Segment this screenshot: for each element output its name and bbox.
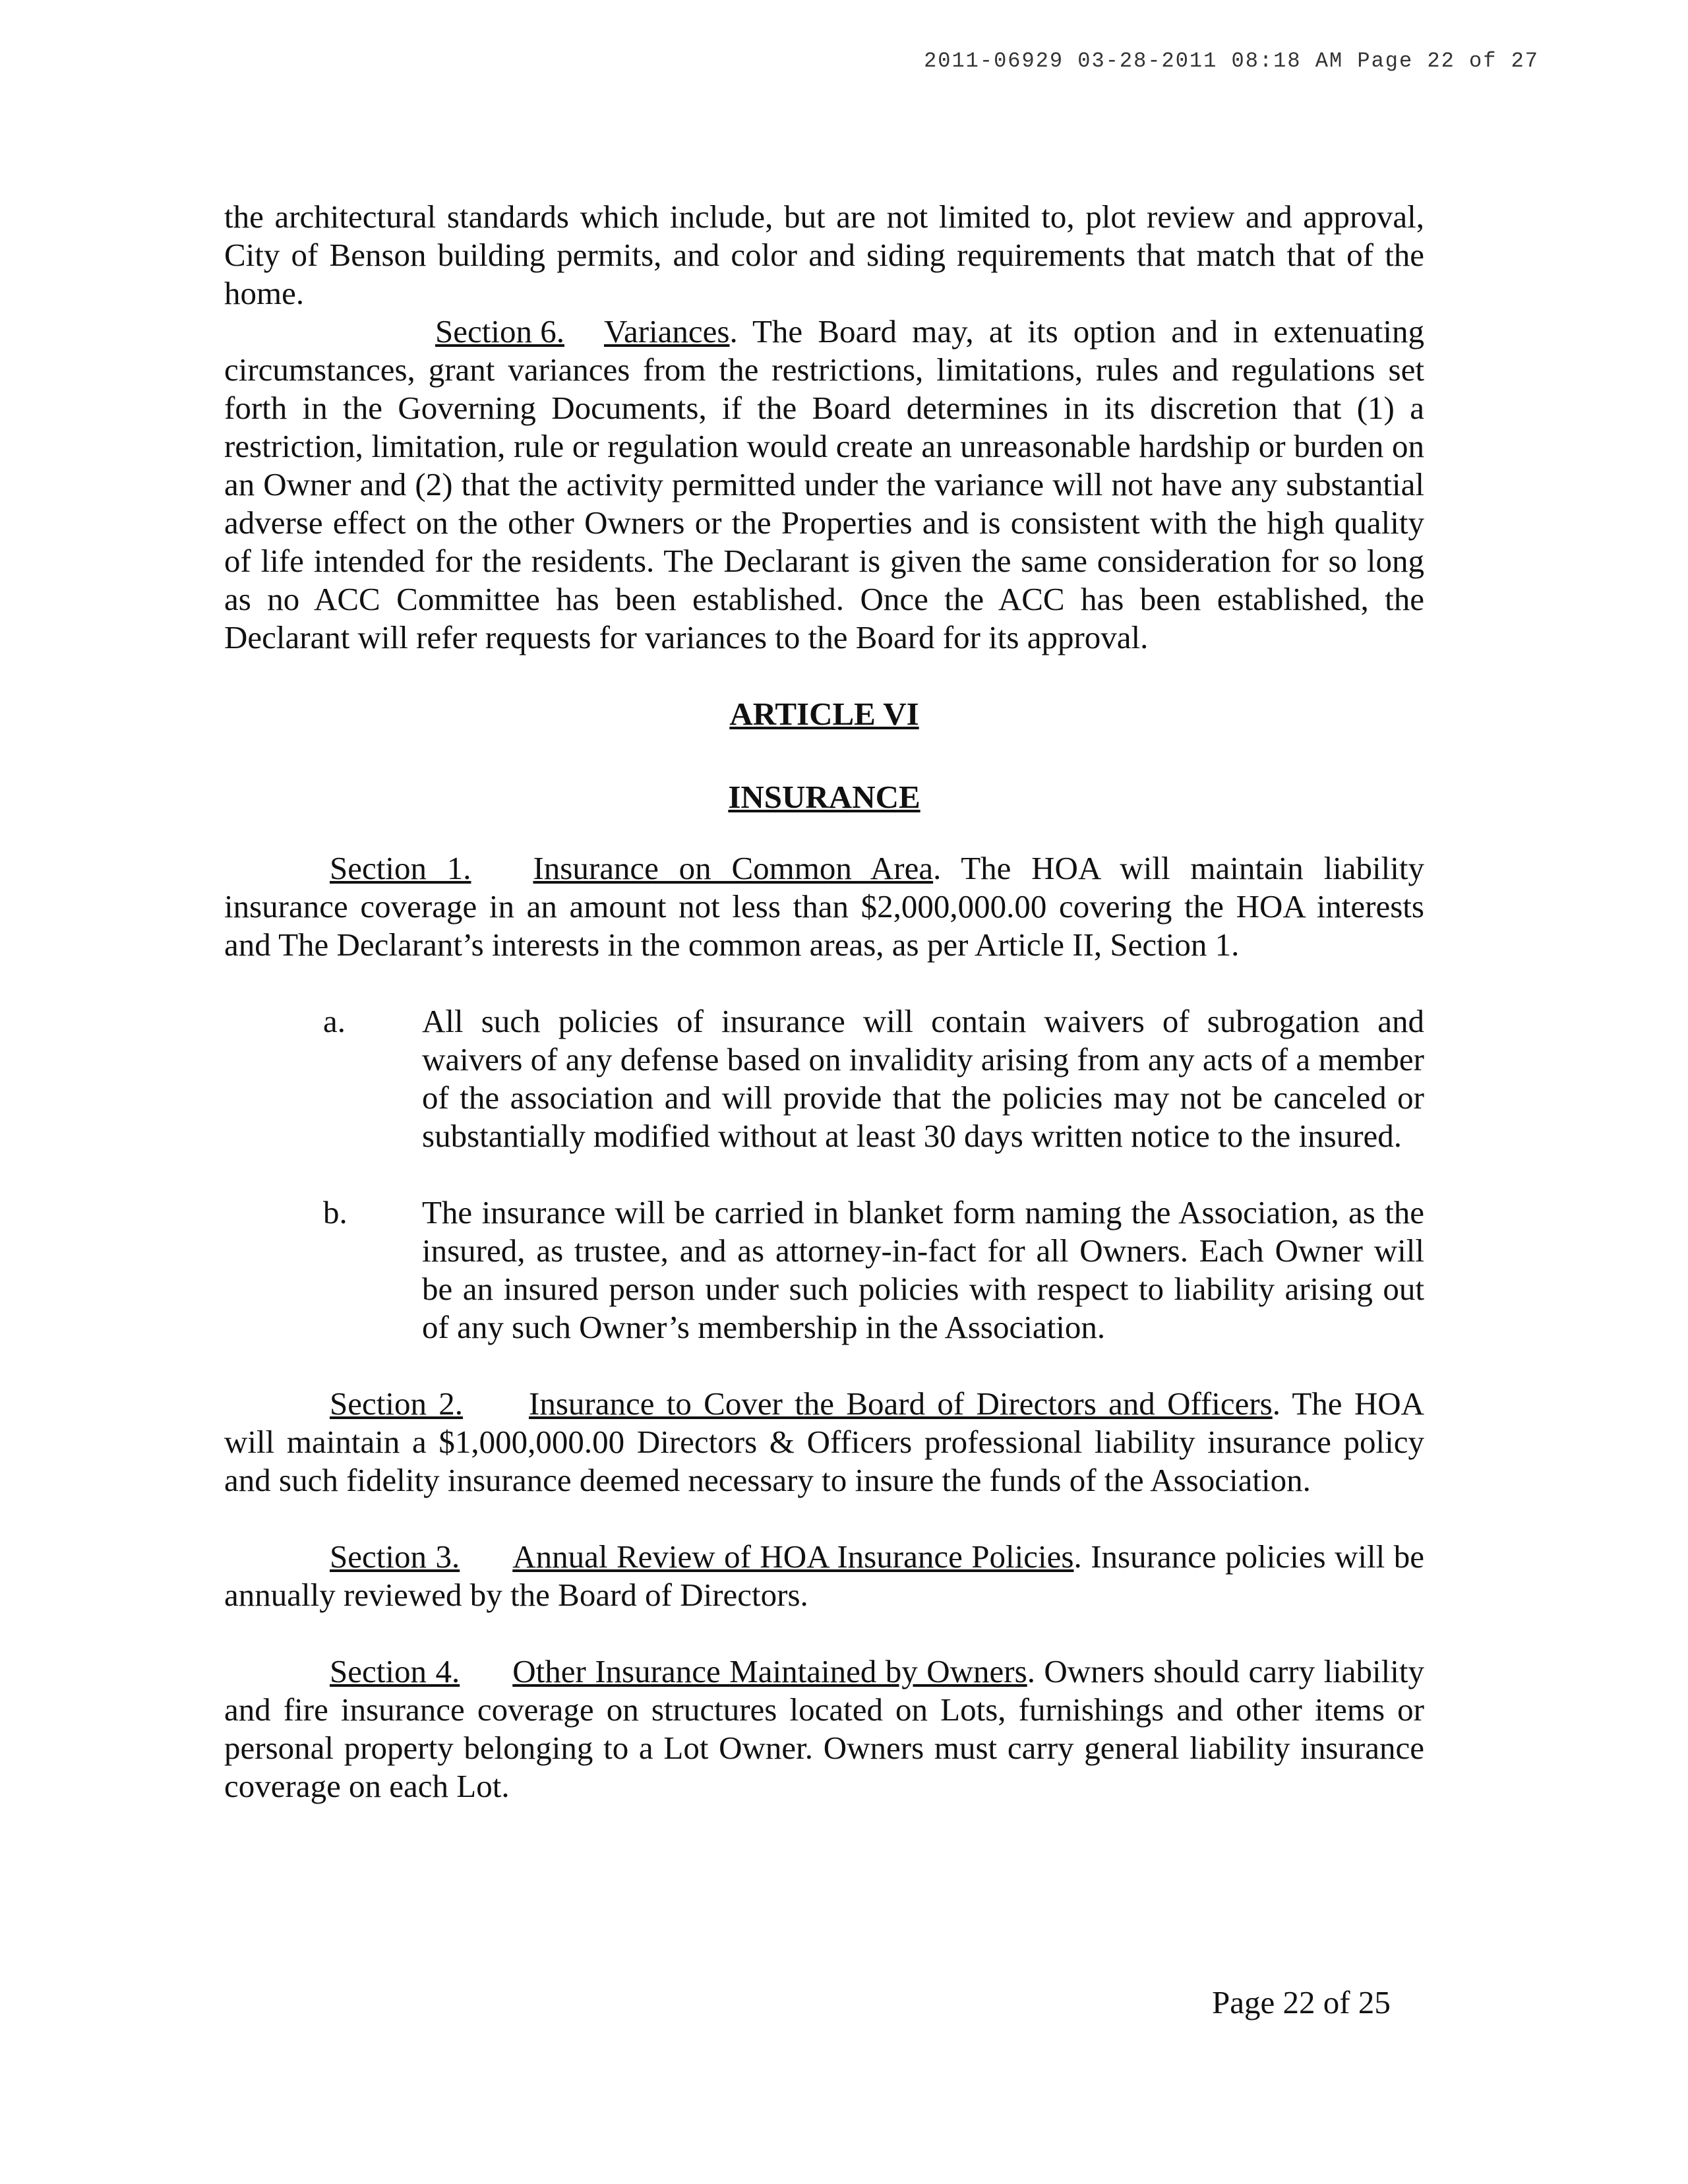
article-heading: ARTICLE VI [729,696,919,732]
section-1-number: Section 1. [330,850,471,886]
list-item-text: The insurance will be carried in blanket form naming the Association, as the insured, as trustee, and as attorney-in-fact for all Owners. Each Owner will be an insured person under such policies with respect to liability arising out of any such Owner’s membership in the Association. [422,1194,1424,1345]
list-item-text: All such policies of insurance will contain waivers of subrogation and waivers of any defense based on invalidity arising from any acts of a member of the association and will provide that the policies may not be canceled or substantially modified without at least 30 days written notice to the insured. [422,1003,1424,1154]
section-6-paragraph [224,313,1424,657]
section-3-body: Insurance policies will be annually reviewed by the Board of Directors. [224,1538,1425,1613]
section-4-paragraph [224,1653,1424,1805]
section-6-body: The Board may, at its option and in extenuating circumstances, grant variances from the restrictions, limitations, rules and regulations set forth in the Governing Documents, if the Board determines in its discretion that (1) a restriction, limitation, rule or regulation would create an unreasonable hardship or burden on an Owner and (2) that the activity permitted under the variance will not have any substantial adverse effect on the other Owners or the Properties and is consistent with the high quality of life intended for the residents. The Declarant is given the same consideration for so long as no ACC Committee has been established. Once the ACC has been established, the Declarant will refer requests for variances to the Board for its approval. [224,313,1424,655]
section-6-title-period: . [729,313,752,349]
section-2-number: Section 2. [330,1385,464,1422]
section-6-number: Section 6. [435,313,564,349]
section-2-title-period: . [1272,1385,1292,1422]
document-page [224,198,1424,1805]
list-item-marker: a. [323,1003,346,1039]
list-item-marker: b. [323,1194,347,1230]
section-2-paragraph [224,1385,1424,1500]
intro-paragraph: the architectural standards which include, but are not limited to, plot review and approval, City of Benson building permits, and color and siding requirements that match that of the home. [224,198,1424,311]
list-item-a [323,1002,1424,1155]
section-4-body: Owners should carry liability and fire insurance coverage on structures located on Lots, furnishings and other items or personal property belonging to a Lot Owner. Owners must carry general liability insurance coverage on each Lot. [224,1653,1425,1804]
article-title: INSURANCE [728,779,920,815]
section-6-title: Variances [603,313,730,349]
page-footer: Page 22 of 25 [1212,1984,1391,2020]
section-4-number: Section 4. [330,1653,460,1689]
section-2-title: Insurance to Cover the Board of Directors and Officers [529,1385,1273,1422]
section-3-number: Section 3. [330,1538,460,1575]
section-4-title-period: . [1027,1653,1044,1689]
section-1-title: Insurance on Common Area [533,850,934,886]
section-3-title-period: . [1073,1538,1091,1575]
section-1-title-period: . [933,850,961,886]
section-1-body: The HOA will maintain liability insurance coverage in an amount not less than $2,000,000.00 covering the HOA interests and The Declarant’s interests in the common areas, as per Article II, Section 1. [224,850,1424,963]
section-1-paragraph [224,849,1424,964]
section-3-paragraph [224,1538,1424,1614]
list-item-b [323,1194,1424,1347]
fax-header: 2011-06929 03-28-2011 08:18 AM Page 22 of 27 [924,49,1539,73]
section-2-body: The HOA will maintain a $1,000,000.00 Directors & Officers professional liability insurance policy and such fidelity insurance deemed necessary to insure the funds of the Association. [224,1385,1424,1498]
section-3-title: Annual Review of HOA Insurance Policies [512,1538,1074,1575]
section-4-title: Other Insurance Maintained by Owners [512,1653,1027,1689]
